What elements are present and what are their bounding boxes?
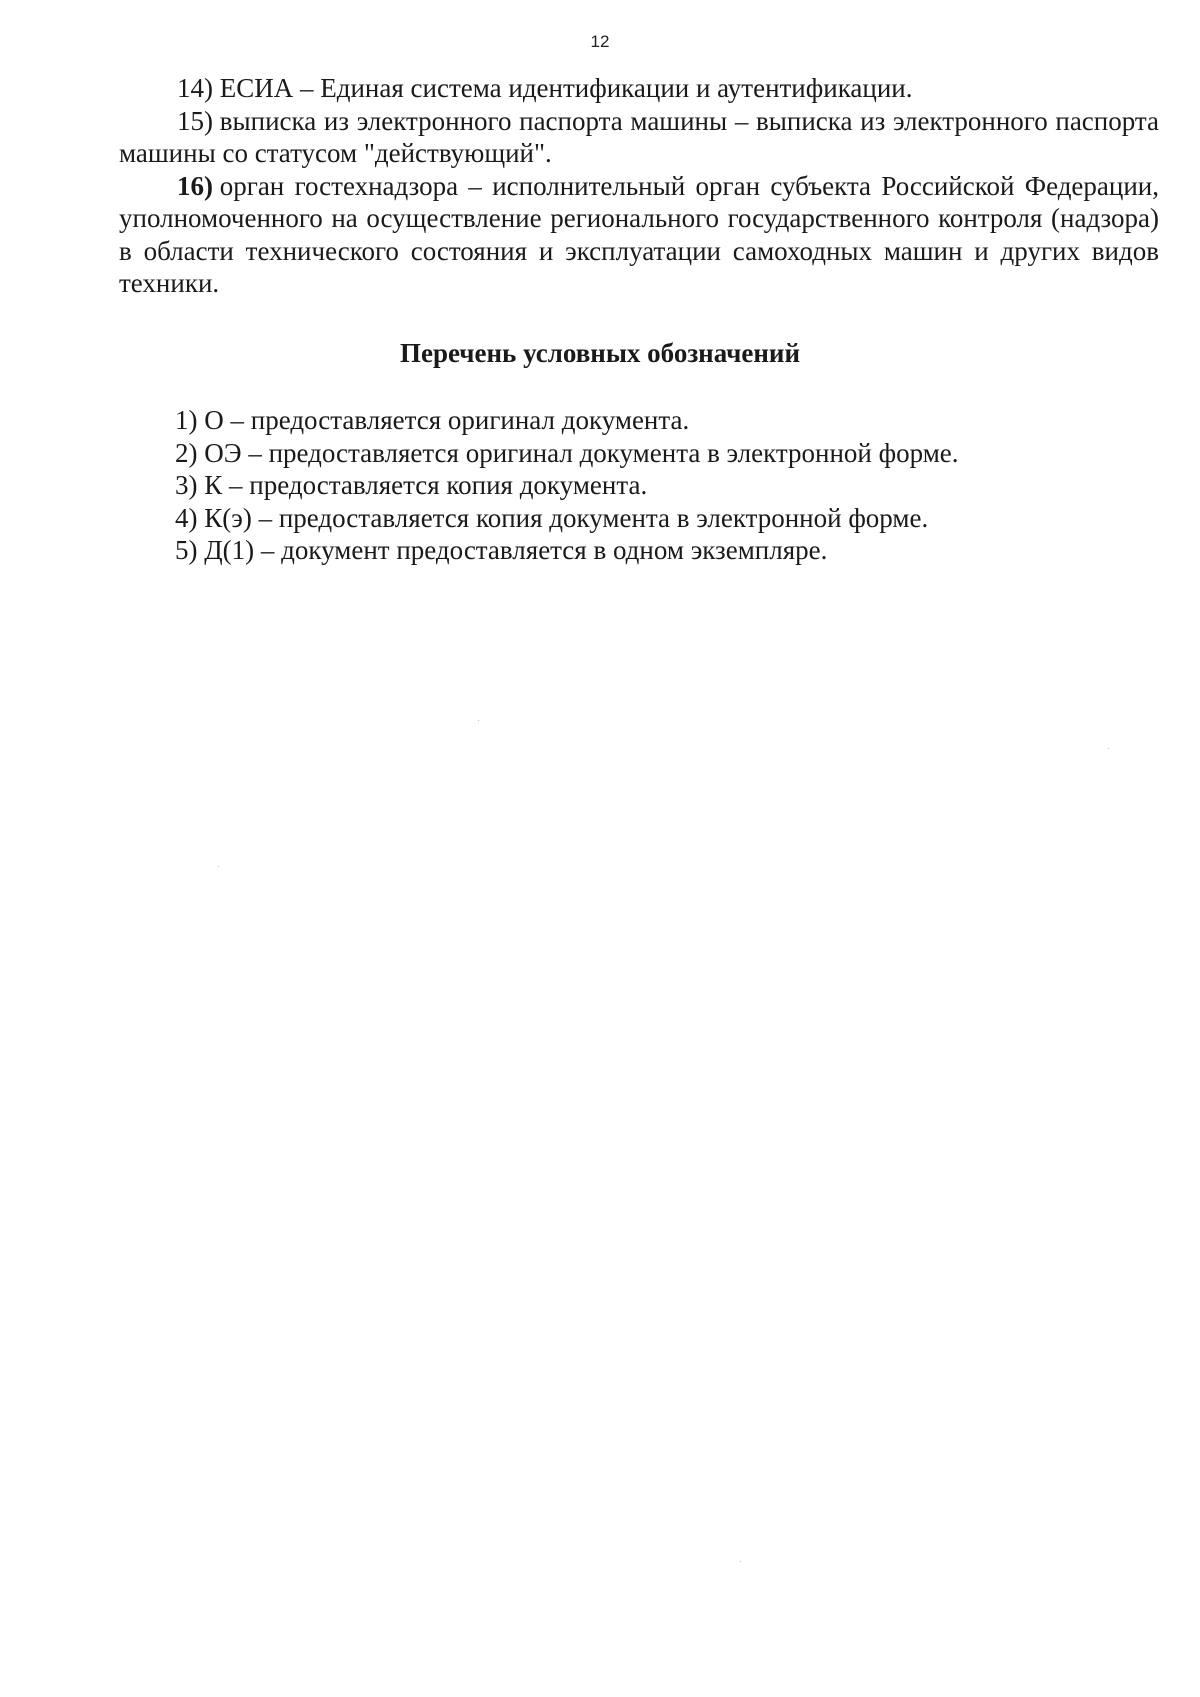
scan-speck — [740, 1561, 741, 1562]
legend-item: 5) Д(1) – документ предоставляется в одном экземпляре. — [175, 535, 828, 565]
legend-item: 1) О – предоставляется оригинал документа. — [175, 405, 690, 435]
definition-text: выписка из электронного паспорта машины – выписка из электронного паспорта машины со статусом "действующий". — [119, 105, 1159, 168]
legend-list — [175, 404, 959, 567]
legend-heading: Перечень условных обозначений — [399, 338, 801, 368]
scan-speck — [1108, 748, 1109, 749]
legend-item: 4) К(э) – предоставляется копия документа в электронной форме. — [175, 502, 929, 533]
definition-item-14 — [119, 72, 1159, 105]
page-number: 12 — [590, 32, 610, 51]
definition-number: 16) — [177, 170, 213, 201]
legend-item: 2) ОЭ – предоставляется оригинал документа в электронной форме. — [175, 437, 959, 468]
definition-item-15 — [119, 105, 1159, 170]
scan-speck — [218, 866, 219, 867]
legend-item: 3) К – предоставляется копия документа. — [175, 470, 648, 500]
definition-number: 15) — [177, 105, 213, 136]
definition-number: 14) — [177, 73, 213, 103]
definition-text: орган гостехнадзора – исполнительный орган субъекта Российской Федерации, уполномоченного на осуществление регионального государственного контроля (надзора) в области технического состояния и эксплуатации самоходных машин и других видов техники. — [119, 170, 1159, 298]
definition-item-16 — [119, 170, 1159, 300]
definitions-list — [119, 72, 1159, 300]
scan-speck — [478, 720, 479, 721]
definition-text: ЕСИА – Единая система идентификации и аутентификации. — [219, 73, 913, 103]
